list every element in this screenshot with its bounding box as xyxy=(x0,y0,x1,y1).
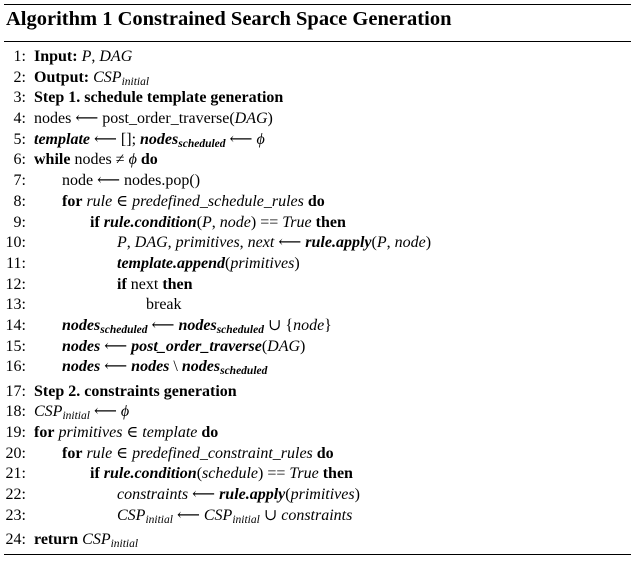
line-text: constraints ⟵ rule.apply(primitives) xyxy=(117,485,360,503)
line-number: 19: xyxy=(5,423,26,441)
algorithm-line xyxy=(4,357,631,378)
algorithm-line xyxy=(4,316,631,337)
line-number: 20: xyxy=(5,444,26,462)
algorithm-line xyxy=(4,444,631,465)
line-text: return $CSP_{initial}$ xyxy=(34,530,139,550)
algorithm-line xyxy=(4,233,631,254)
algorithm-line xyxy=(4,213,631,234)
line-text: Step 1. schedule template generation xyxy=(34,89,284,107)
line-number: 14: xyxy=(5,316,26,334)
line-text: while nodes ≠ ϕ do xyxy=(34,151,158,169)
algorithm-line xyxy=(4,295,631,316)
algorithm-line xyxy=(4,275,631,296)
algorithm-caption: Algorithm 1 Constrained Search Space Generation xyxy=(6,8,452,30)
line-text: if next then xyxy=(117,275,193,293)
line-number: 2: xyxy=(13,68,26,86)
bottom-rule xyxy=(4,554,631,555)
line-text: P, DAG, primitives, next ⟵ rule.apply(P, node) xyxy=(117,234,432,252)
algorithm-line xyxy=(4,464,631,485)
line-number: 4: xyxy=(13,110,26,128)
algorithm-lines xyxy=(4,47,631,551)
line-number: 11: xyxy=(6,254,26,272)
line-number: 13: xyxy=(5,296,26,314)
line-number: 6: xyxy=(13,151,26,169)
line-number: 9: xyxy=(13,213,26,231)
line-number: 18: xyxy=(5,403,26,421)
line-number: 21: xyxy=(5,465,26,483)
line-number: 22: xyxy=(5,485,26,503)
algorithm-line xyxy=(4,402,631,423)
line-text: for rule ∈ predefined_schedule_rules do xyxy=(62,192,325,210)
line-number: 8: xyxy=(13,192,26,210)
line-text: break xyxy=(146,296,182,314)
algorithm-line xyxy=(4,47,631,68)
line-number: 17: xyxy=(5,382,26,400)
algorithm-line xyxy=(4,192,631,213)
algorithm-line xyxy=(4,382,631,403)
algorithm-line xyxy=(4,506,631,527)
line-number: 15: xyxy=(5,337,26,355)
line-number: 12: xyxy=(5,275,26,293)
line-text: template ⟵ []; nodes$_{scheduled}$ ⟵ ϕ xyxy=(34,130,265,150)
line-text: Step 2. constraints generation xyxy=(34,382,237,400)
line-text: if rule.condition(schedule) == True then xyxy=(90,465,353,483)
line-text: nodes ⟵ post_order_traverse(DAG) xyxy=(34,110,273,128)
line-number: 23: xyxy=(5,506,26,524)
algorithm-line xyxy=(4,485,631,506)
algorithm-line xyxy=(4,130,631,151)
line-text: Input: P, DAG xyxy=(34,48,133,65)
line-text: template.append(primitives) xyxy=(117,254,300,272)
line-text: for primitives ∈ template do xyxy=(34,423,219,441)
caption-rule xyxy=(4,41,631,42)
line-number: 10: xyxy=(5,234,26,252)
line-text: Output: $CSP_{initial}$ xyxy=(34,68,150,88)
algorithm-line xyxy=(4,68,631,89)
line-number: 3: xyxy=(13,89,26,107)
algorithm-line xyxy=(4,88,631,109)
line-text: nodes$_{scheduled}$ ⟵ nodes$_{scheduled}$ ∪ {node} xyxy=(62,316,332,336)
algorithm-line xyxy=(4,150,631,171)
line-number: 16: xyxy=(5,358,26,376)
line-text: node ⟵ nodes.pop() xyxy=(62,172,201,190)
line-text: $CSP_{initial}$ ⟵ $CSP_{initial}$ ∪ constraints xyxy=(117,506,353,526)
algorithm-line xyxy=(4,530,631,551)
line-text: if rule.condition(P, node) == True then xyxy=(90,213,346,231)
algorithm-line xyxy=(4,109,631,130)
line-text: nodes ⟵ post_order_traverse(DAG) xyxy=(62,337,306,355)
line-text: for rule ∈ predefined_constraint_rules do xyxy=(62,444,334,462)
line-number: 24: xyxy=(5,530,26,548)
top-rule xyxy=(4,4,631,5)
algorithm-line xyxy=(4,337,631,358)
line-number: 1: xyxy=(13,48,26,65)
algorithm-block xyxy=(4,4,631,555)
line-number: 7: xyxy=(13,172,26,190)
algorithm-line xyxy=(4,254,631,275)
line-text: $CSP_{initial}$ ⟵ ϕ xyxy=(34,403,130,423)
algorithm-line xyxy=(4,171,631,192)
algorithm-line xyxy=(4,423,631,444)
line-text: nodes ⟵ nodes \ nodes$_{scheduled}$ xyxy=(62,358,268,378)
line-number: 5: xyxy=(13,130,26,148)
